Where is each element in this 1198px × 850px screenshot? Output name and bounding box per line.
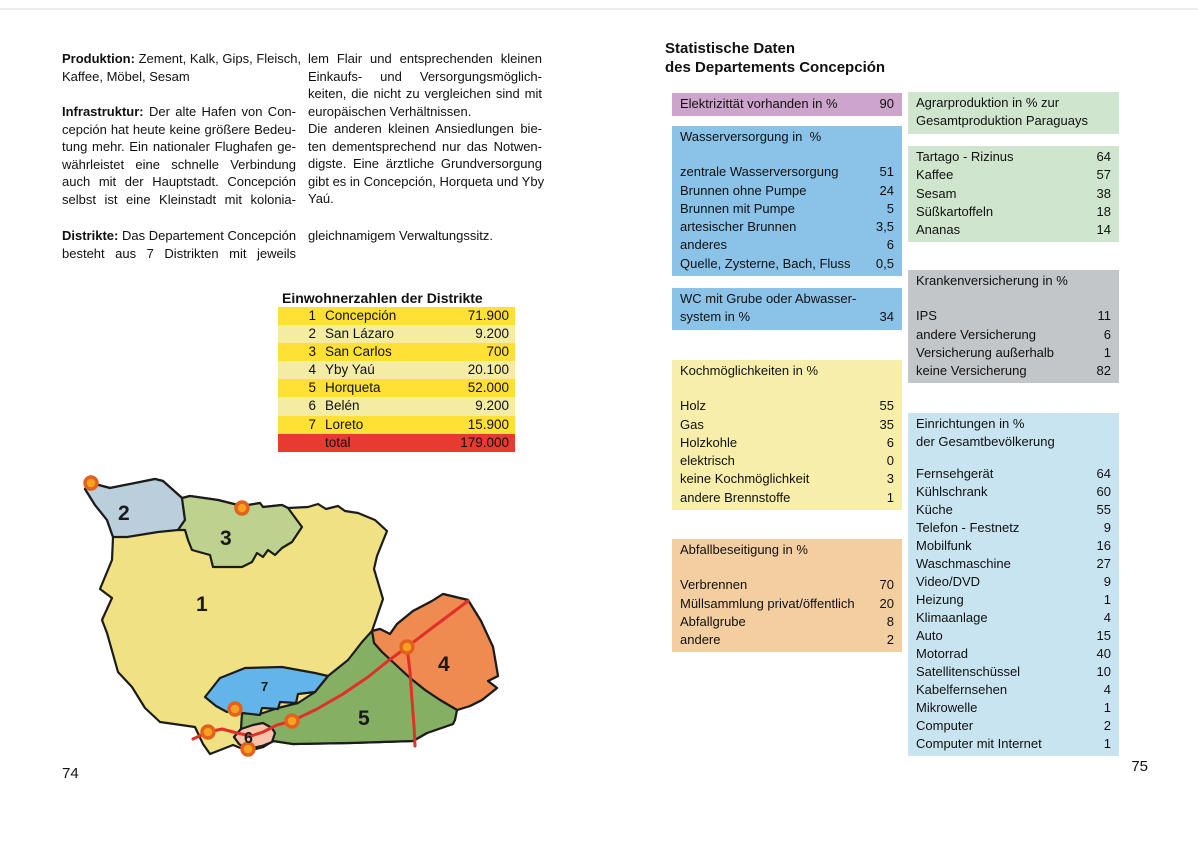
district-name: Belén bbox=[325, 398, 360, 414]
stat-rows bbox=[680, 397, 894, 507]
stat-value: 8 bbox=[886, 613, 894, 629]
stat-box-water bbox=[672, 126, 902, 276]
stat-row bbox=[916, 148, 1111, 166]
town-dot bbox=[286, 715, 298, 727]
district-number: 3 bbox=[308, 344, 316, 360]
map-label-6: 6 bbox=[244, 730, 253, 747]
stat-row bbox=[916, 591, 1111, 609]
paragraph-verwaltungssitz bbox=[308, 227, 542, 245]
stat-value: 4 bbox=[1103, 682, 1111, 697]
text-line: besteht aus 7 Distrikten mit jeweils bbox=[62, 245, 296, 261]
stat-label: elektrisch bbox=[680, 453, 735, 469]
stat-value: 6 bbox=[886, 434, 894, 450]
stats-title bbox=[665, 40, 885, 77]
stat-value: 2 bbox=[1103, 718, 1111, 733]
stat-label: Telefon - Festnetz bbox=[916, 520, 1020, 535]
stat-title-line1: WC mit Grube oder Abwasser- bbox=[680, 291, 857, 306]
paragraph-text: Das Departement Concepción bbox=[121, 228, 297, 243]
stat-label: Kühlschrank bbox=[916, 484, 988, 499]
stat-row bbox=[680, 397, 894, 415]
stat-label: Satellitenschüssel bbox=[916, 664, 1021, 679]
stat-label: Sesam bbox=[916, 185, 957, 201]
stat-row bbox=[916, 681, 1111, 699]
stat-row bbox=[916, 465, 1111, 483]
text-line: gleichnamigem Verwaltungssitz. bbox=[308, 228, 493, 243]
stat-title-line1: Agrarproduktion in % zur bbox=[916, 95, 1060, 110]
stat-title-row bbox=[680, 95, 894, 113]
stat-label: Quelle, Zysterne, Bach, Fluss bbox=[680, 255, 851, 271]
map-label-2: 2 bbox=[118, 502, 130, 525]
town-dot bbox=[202, 726, 214, 738]
stat-value: 1 bbox=[1103, 592, 1111, 607]
stat-title-row2 bbox=[916, 112, 1111, 130]
paragraph-text: Zement, Kalk, Gips, Fleisch, bbox=[138, 51, 302, 66]
stat-box-insurance bbox=[908, 270, 1119, 383]
text-line: auch mit der Hauptstadt. Concepción bbox=[62, 174, 296, 189]
stat-value: 4 bbox=[1103, 610, 1111, 625]
stat-row bbox=[916, 307, 1111, 325]
stat-value: 1 bbox=[1103, 736, 1111, 751]
scan-edge-line bbox=[0, 8, 1198, 10]
stat-label: Verbrennen bbox=[680, 577, 748, 593]
stat-value: 20 bbox=[879, 595, 894, 611]
stat-label: Video/DVD bbox=[916, 574, 981, 589]
district-name: San Carlos bbox=[325, 344, 392, 360]
stat-value: 2 bbox=[886, 632, 894, 648]
stat-title-line1: Einrichtungen in % bbox=[916, 416, 1025, 431]
district-name: Yby Yaú bbox=[325, 362, 375, 378]
stat-rows bbox=[680, 576, 894, 649]
stat-row bbox=[680, 470, 894, 488]
map-label-3: 3 bbox=[220, 527, 232, 550]
stat-value: 64 bbox=[1096, 149, 1111, 164]
stat-title-row bbox=[916, 94, 1111, 112]
stat-row bbox=[916, 663, 1111, 681]
stats-title-line2: des Departements Concepción bbox=[665, 58, 886, 76]
district-number: 7 bbox=[308, 416, 316, 432]
population-table bbox=[278, 307, 515, 452]
stat-row bbox=[916, 166, 1111, 184]
stat-row bbox=[680, 182, 894, 200]
stat-row bbox=[916, 699, 1111, 717]
stat-label: Fernsehgerät bbox=[916, 466, 994, 481]
text-line: digste. Eine ärztliche Grundversorgung bbox=[308, 156, 542, 171]
district-name: Concepción bbox=[325, 308, 397, 323]
stat-rows bbox=[916, 307, 1111, 380]
stat-row bbox=[916, 519, 1111, 537]
stat-value: 0,5 bbox=[875, 255, 894, 271]
stat-value: 1 bbox=[1103, 344, 1111, 360]
stat-title: Abfallbeseitigung in % bbox=[680, 542, 808, 557]
stat-row bbox=[916, 645, 1111, 663]
stat-title-row bbox=[916, 415, 1111, 433]
stat-label: Brunnen mit Pumpe bbox=[680, 200, 795, 216]
paragraph-infrastruktur bbox=[62, 103, 296, 208]
stat-box-wc bbox=[672, 288, 902, 330]
stat-value: 90 bbox=[879, 96, 894, 111]
stat-row bbox=[916, 221, 1111, 239]
stat-label: Tartago - Rizinus bbox=[916, 149, 1014, 164]
stat-row bbox=[916, 717, 1111, 735]
district-name: Loreto bbox=[325, 416, 364, 432]
table-row bbox=[278, 361, 515, 379]
stat-label: andere Versicherung bbox=[916, 326, 1036, 342]
stat-row bbox=[916, 185, 1111, 203]
district-number: 4 bbox=[308, 362, 316, 378]
stat-value: 6 bbox=[886, 237, 894, 253]
text-line: cepción hat heute keine größere Bedeu- bbox=[62, 121, 296, 137]
stat-box-agri-header bbox=[908, 92, 1119, 134]
paragraph-ansiedlungen bbox=[308, 120, 545, 208]
stat-label: Müllsammlung privat/öffentlich bbox=[680, 595, 855, 611]
stat-value: 15 bbox=[1096, 628, 1111, 643]
stat-label: Versicherung außerhalb bbox=[916, 344, 1055, 360]
stat-row bbox=[680, 236, 894, 254]
paragraph-label: Distrikte: bbox=[62, 228, 119, 243]
text-line: währleistet eine schnelle Verbindung bbox=[62, 156, 296, 172]
total-label: total bbox=[325, 434, 351, 450]
text-line: Die anderen kleinen Ansiedlungen bie- bbox=[308, 121, 542, 136]
district-population: 9.200 bbox=[475, 398, 509, 414]
population-table-title: Einwohnerzahlen der Distrikte bbox=[282, 290, 483, 306]
stat-title-row2 bbox=[916, 433, 1111, 451]
text-line: europäischen Verhältnissen. bbox=[308, 103, 472, 119]
stat-title: Wasserversorgung in % bbox=[680, 129, 822, 144]
text-line: Kaffee, Möbel, Sesam bbox=[62, 68, 190, 84]
stat-label: Heizung bbox=[916, 592, 964, 607]
stat-value: 55 bbox=[1096, 502, 1111, 517]
stat-row bbox=[916, 555, 1111, 573]
stats-title-line1: Statistische Daten bbox=[665, 40, 796, 57]
paragraph-lines bbox=[62, 245, 296, 263]
stat-value: 14 bbox=[1096, 222, 1111, 238]
stat-label: Klimaanlage bbox=[916, 610, 988, 625]
stat-row bbox=[680, 452, 894, 470]
stat-label: Computer mit Internet bbox=[916, 736, 1042, 751]
spacer bbox=[680, 559, 894, 576]
stat-row bbox=[680, 163, 894, 181]
table-row bbox=[278, 325, 515, 343]
stat-label: Süßkartoffeln bbox=[916, 203, 994, 219]
stat-row bbox=[916, 537, 1111, 555]
district-number: 1 bbox=[308, 308, 316, 323]
district-population: 15.900 bbox=[467, 416, 509, 432]
district-population: 9.200 bbox=[475, 326, 509, 342]
paragraph-produktion bbox=[62, 50, 302, 85]
stat-row bbox=[680, 416, 894, 434]
stat-row bbox=[916, 344, 1111, 362]
stat-label: Waschmaschine bbox=[916, 556, 1011, 571]
stat-value: 6 bbox=[1103, 326, 1111, 342]
town-dot bbox=[85, 477, 97, 489]
stat-rows bbox=[916, 465, 1111, 753]
stat-label: andere bbox=[680, 632, 721, 648]
stat-label: Motorrad bbox=[916, 646, 969, 661]
text-line: Yaú. bbox=[308, 191, 334, 206]
page-number-left: 74 bbox=[62, 765, 79, 782]
stat-box-amenities bbox=[908, 413, 1119, 756]
stat-row bbox=[680, 489, 894, 507]
stat-value: 35 bbox=[879, 416, 894, 432]
stat-title-row bbox=[680, 290, 894, 308]
district-population: 71.900 bbox=[467, 308, 509, 323]
paragraph-text: Der alte Hafen von Con- bbox=[148, 104, 296, 119]
stat-title: Krankenversicherung in % bbox=[916, 273, 1068, 288]
stat-label: Kabelfernsehen bbox=[916, 682, 1008, 697]
spacer bbox=[680, 380, 894, 397]
stat-label: Auto bbox=[916, 628, 943, 643]
stat-value: 0 bbox=[886, 453, 894, 469]
paragraph-distrikte bbox=[62, 227, 296, 262]
paragraph-first-line bbox=[62, 50, 302, 68]
stat-value: 1 bbox=[886, 489, 894, 505]
stat-label: keine Kochmöglichkeit bbox=[680, 471, 810, 487]
stat-value: 38 bbox=[1096, 185, 1111, 201]
district-population: 52.000 bbox=[467, 380, 509, 396]
stat-label: zentrale Wasserversorgung bbox=[680, 164, 839, 180]
table-row bbox=[278, 343, 515, 361]
paragraph-lines bbox=[62, 68, 296, 86]
spacer bbox=[916, 451, 1111, 465]
district-map bbox=[55, 450, 525, 780]
stat-value: 1 bbox=[1103, 700, 1111, 715]
stat-title: Elektrizittät vorhanden in % bbox=[680, 96, 838, 111]
stat-value: 82 bbox=[1096, 363, 1111, 379]
text-line: Einkaufs- und Versorgungsmöglich- bbox=[308, 68, 542, 84]
stat-rows bbox=[680, 163, 894, 273]
stat-value: 55 bbox=[879, 398, 894, 414]
stat-value: 51 bbox=[879, 164, 894, 180]
stat-label: IPS bbox=[916, 308, 937, 324]
text-line: gibt es in Concepción, Horqueta und Yby bbox=[308, 173, 545, 189]
stat-value: 34 bbox=[879, 309, 894, 325]
paragraph-label: Infrastruktur: bbox=[62, 104, 144, 119]
page-number-right: 75 bbox=[1131, 758, 1148, 775]
stat-label: artesischer Brunnen bbox=[680, 219, 797, 235]
stat-title-line2: Gesamtproduktion Paraguays bbox=[916, 113, 1088, 129]
town-dot bbox=[229, 703, 241, 715]
stat-label: andere Brennstoffe bbox=[680, 489, 791, 505]
stat-title-line2: system in % bbox=[680, 309, 751, 325]
map-label-7: 7 bbox=[261, 679, 269, 694]
stat-value: 40 bbox=[1096, 646, 1111, 661]
district-name: San Lázaro bbox=[325, 326, 395, 342]
column-2 bbox=[308, 50, 545, 208]
stat-box-waste bbox=[672, 539, 902, 652]
stat-value: 70 bbox=[879, 577, 894, 593]
stat-value: 24 bbox=[879, 182, 894, 198]
spacer bbox=[916, 290, 1111, 307]
district-population: 20.100 bbox=[467, 362, 509, 378]
population-table-body bbox=[278, 307, 515, 434]
text-line: ten dementsprechend nur das Notwen- bbox=[308, 138, 542, 154]
stat-title: Kochmöglichkeiten in % bbox=[680, 363, 819, 378]
stat-title-row bbox=[680, 128, 894, 146]
stat-label: Küche bbox=[916, 502, 953, 517]
stat-box-electricity bbox=[672, 93, 902, 116]
stat-row bbox=[916, 627, 1111, 645]
stat-value: 57 bbox=[1096, 167, 1111, 183]
spacer bbox=[680, 146, 894, 163]
stat-label: Brunnen ohne Pumpe bbox=[680, 182, 807, 198]
stat-row bbox=[916, 735, 1111, 753]
stat-rows bbox=[916, 148, 1111, 239]
stat-label: anderes bbox=[680, 237, 727, 253]
stat-label: Kaffee bbox=[916, 167, 954, 183]
stat-value: 11 bbox=[1097, 308, 1111, 324]
stat-label: keine Versicherung bbox=[916, 363, 1027, 379]
stat-value: 9 bbox=[1103, 574, 1111, 589]
stat-row bbox=[916, 501, 1111, 519]
table-row bbox=[278, 307, 515, 325]
stat-row bbox=[916, 203, 1111, 221]
total-value: 179.000 bbox=[460, 434, 509, 450]
stat-value: 3 bbox=[886, 471, 894, 487]
stat-label: Holz bbox=[680, 398, 707, 414]
stat-title-row bbox=[680, 541, 894, 559]
stat-row bbox=[916, 483, 1111, 501]
map-label-4: 4 bbox=[438, 653, 450, 676]
paragraph-first-line bbox=[62, 227, 296, 245]
stat-label: Mobilfunk bbox=[916, 538, 972, 553]
stat-value: 3,5 bbox=[875, 219, 894, 235]
district-name: Horqueta bbox=[325, 380, 381, 396]
district-2-san-lazaro bbox=[85, 479, 185, 537]
stat-label: Gas bbox=[680, 416, 704, 432]
paragraph-lines bbox=[62, 121, 296, 209]
stat-title-row bbox=[916, 272, 1111, 290]
stat-row bbox=[680, 218, 894, 236]
text-line: lem Flair und entsprechenden kleinen bbox=[308, 51, 542, 66]
paragraph-first-line bbox=[62, 103, 296, 121]
stat-row bbox=[916, 326, 1111, 344]
text-line: tung mehr. Ein nationaler Flughafen ge- bbox=[62, 139, 296, 154]
stat-label: Abfallgrube bbox=[680, 613, 746, 629]
stat-title-line2: der Gesamtbevölkerung bbox=[916, 434, 1055, 449]
stat-row bbox=[680, 200, 894, 218]
stat-value: 27 bbox=[1096, 556, 1111, 571]
stat-row bbox=[680, 595, 894, 613]
paragraph-label: Produktion: bbox=[62, 51, 135, 66]
stat-value: 5 bbox=[886, 200, 894, 216]
stat-title-row2 bbox=[680, 308, 894, 326]
town-dot bbox=[236, 502, 248, 514]
table-row bbox=[278, 416, 515, 434]
stat-box-cooking bbox=[672, 360, 902, 510]
stat-value: 9 bbox=[1103, 520, 1111, 535]
stat-label: Ananas bbox=[916, 222, 961, 238]
stat-value: 64 bbox=[1096, 466, 1111, 481]
stat-label: Mikrowelle bbox=[916, 700, 978, 715]
paragraph-lines bbox=[308, 50, 542, 120]
stat-value: 18 bbox=[1096, 203, 1111, 219]
stat-box-agri bbox=[908, 146, 1119, 242]
stat-row bbox=[680, 434, 894, 452]
stat-row bbox=[916, 573, 1111, 591]
paragraph-flair bbox=[308, 50, 542, 120]
stat-value: 10 bbox=[1096, 664, 1111, 679]
paragraph-lines bbox=[308, 227, 542, 245]
text-line: keiten, die nicht zu vergleichen sind mit bbox=[308, 86, 542, 101]
stat-row bbox=[916, 609, 1111, 627]
town-dot bbox=[401, 641, 413, 653]
stat-row bbox=[680, 576, 894, 594]
stat-title-row bbox=[680, 362, 894, 380]
district-population: 700 bbox=[486, 344, 509, 360]
stat-row bbox=[680, 631, 894, 649]
stat-row bbox=[680, 255, 894, 273]
map-label-1: 1 bbox=[196, 593, 208, 616]
table-row bbox=[278, 379, 515, 397]
stat-label: Computer bbox=[916, 718, 974, 733]
stat-row bbox=[680, 613, 894, 631]
map-label-5: 5 bbox=[358, 707, 370, 730]
stat-value: 60 bbox=[1096, 484, 1111, 499]
table-row bbox=[278, 397, 515, 415]
district-number: 6 bbox=[308, 398, 316, 414]
district-number: 2 bbox=[308, 326, 316, 342]
paragraph-lines bbox=[308, 120, 545, 208]
stat-row bbox=[916, 362, 1111, 380]
stat-label: Holzkohle bbox=[680, 434, 738, 450]
district-number: 5 bbox=[308, 380, 316, 396]
stat-value: 16 bbox=[1096, 538, 1111, 553]
text-line: selbst ist eine Kleinstadt mit kolonia- bbox=[62, 191, 296, 207]
